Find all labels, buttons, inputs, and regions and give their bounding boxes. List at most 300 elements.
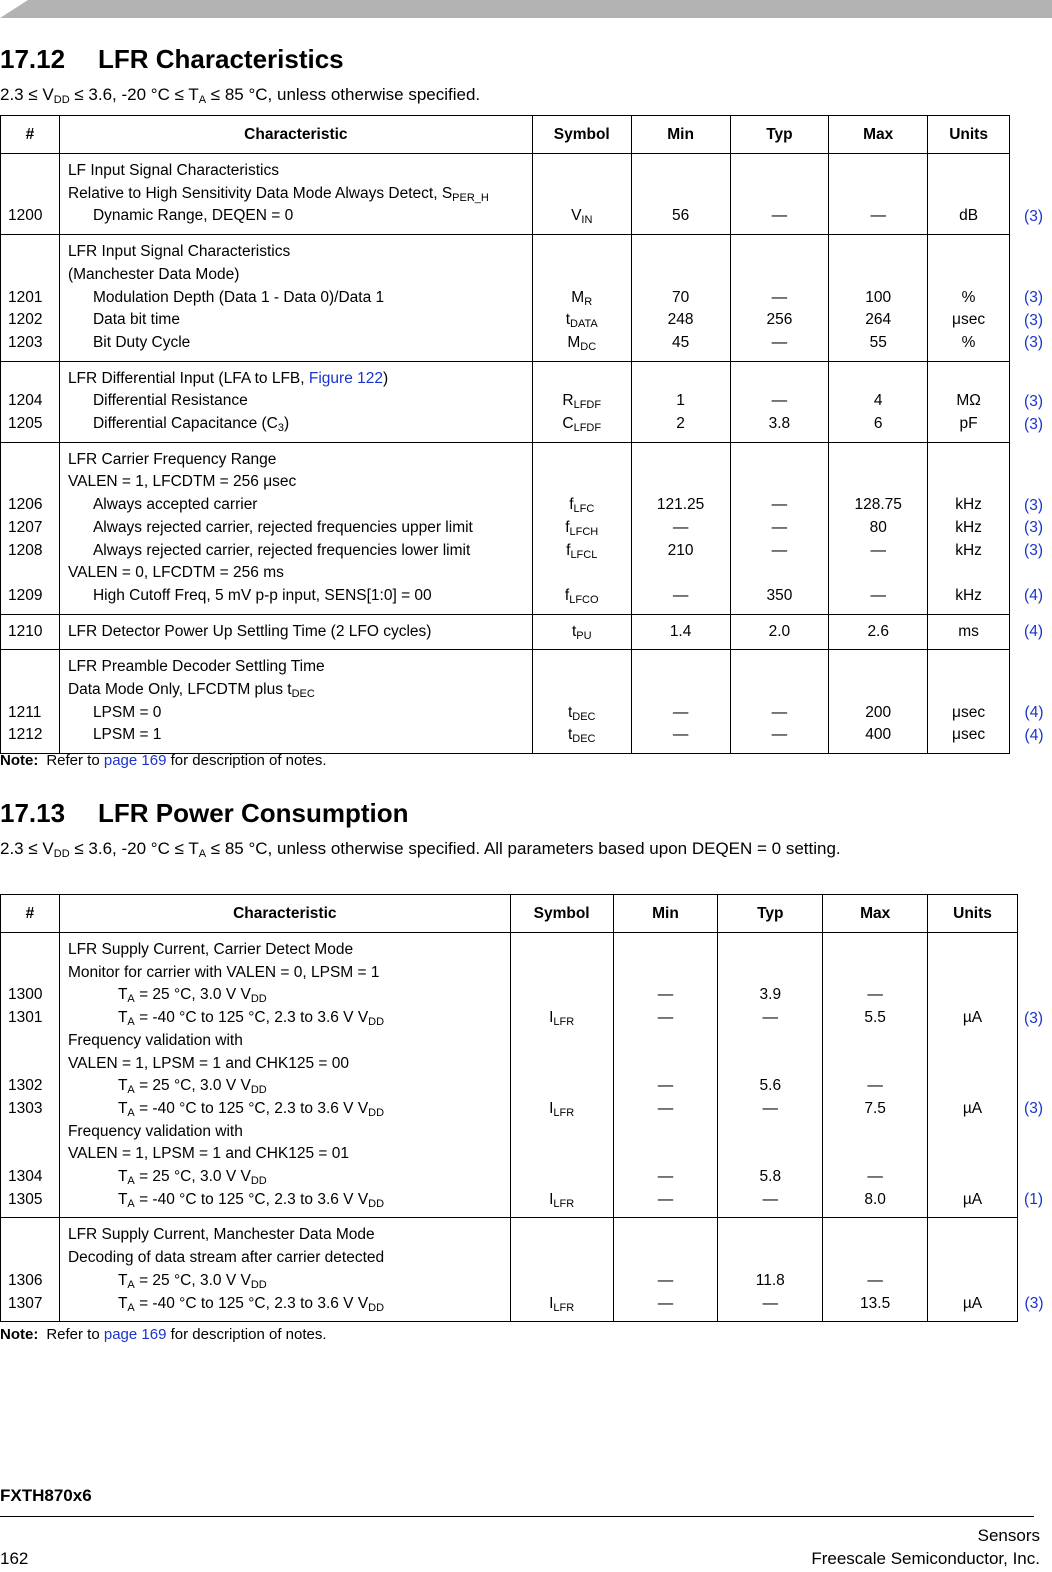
units: MΩ (956, 392, 981, 410)
units: kHz (955, 496, 982, 514)
characteristic: Modulation Depth (Data 1 - Data 0)/Data 1 (92, 288, 385, 306)
note-ref: (4) (1024, 726, 1044, 744)
characteristic: $T_A = 25$ °C, 3.0 V $V_{DD}$ (117, 986, 267, 1006)
symbol (511, 1075, 613, 1098)
symbol: $I_{LFR}$ (549, 1099, 575, 1119)
row-number-cell (1, 361, 60, 442)
symbol (511, 962, 613, 985)
min-value-cell (613, 1218, 718, 1322)
characteristic: Dynamic Range, DEQEN = 0 (92, 207, 294, 225)
typ-value-cell (718, 933, 823, 1218)
symbol: $I_{LFR}$ (549, 1009, 575, 1029)
table-header-row (1, 116, 1052, 154)
characteristic-cell (59, 442, 532, 614)
characteristic: $T_A = 25$ °C, 3.0 V $V_{DD}$ (117, 1077, 267, 1097)
max-value (829, 160, 927, 183)
row-number: 1209 (8, 586, 43, 604)
symbol-cell (532, 614, 631, 650)
units-cell (928, 933, 1018, 1218)
units (928, 1247, 1017, 1270)
units (928, 1121, 1017, 1144)
typ-value: — (771, 288, 788, 306)
characteristic: Always rejected carrier, rejected frequencies lower limit (92, 541, 471, 559)
max-value: 55 (869, 333, 887, 351)
min-value: 45 (671, 333, 690, 351)
typ-value (731, 449, 829, 472)
units: µA (962, 1294, 983, 1312)
symbol (511, 1030, 613, 1053)
row-number: 1300 (8, 986, 43, 1004)
note-ref (1010, 472, 1043, 495)
note-ref (1018, 1053, 1043, 1076)
symbol-cell (532, 650, 631, 754)
typ-value: — (771, 207, 788, 225)
characteristic-cell (59, 614, 532, 650)
min-value: — (657, 1099, 674, 1117)
row-number: 1207 (8, 518, 43, 536)
min-value (632, 241, 730, 264)
characteristic: VALEN = 0, LFCDTM = 256 ms (67, 564, 284, 582)
note-ref (1018, 940, 1043, 963)
max-value: 8.0 (864, 1190, 886, 1208)
min-value: 2 (676, 415, 685, 433)
row-number: 1203 (8, 333, 43, 351)
min-value (632, 368, 730, 391)
max-value-cell (829, 361, 928, 442)
min-value (614, 1224, 718, 1247)
note-ref (1018, 1225, 1044, 1248)
row-number (8, 368, 59, 391)
max-value: 80 (869, 518, 887, 536)
min-value-cell (631, 361, 730, 442)
units-cell (928, 650, 1010, 754)
units (928, 1166, 1017, 1189)
characteristic-cell (59, 361, 532, 442)
min-value (632, 679, 730, 702)
conditions-text: $2.3 \le V_{DD} \le 3.6$, -20 $^\circ C \le T_A \le 85$ °C, unless otherwise specified. All parameters based upon DEQEN = 0 setting. (0, 839, 841, 860)
symbol: $R_{LFDF}$ (562, 392, 602, 412)
symbol (511, 985, 613, 1008)
max-value: — (867, 1077, 883, 1095)
typ-value: 11.8 (755, 1271, 785, 1289)
typ-value: 5.8 (759, 1168, 782, 1186)
typ-value (718, 939, 822, 962)
typ-value (718, 1143, 822, 1166)
note-ref (1010, 183, 1043, 206)
page-link[interactable]: page 169 (103, 1326, 167, 1343)
note-ref: (3) (1024, 415, 1043, 433)
min-value: — (657, 1077, 674, 1095)
symbol (533, 241, 631, 264)
units: μsec (952, 311, 986, 329)
characteristic: Decoding of data stream after carrier detected (67, 1249, 385, 1267)
symbol (511, 1121, 613, 1144)
characteristic: Always accepted carrier (92, 496, 258, 514)
characteristic-cell (59, 154, 532, 235)
typ-value-cell (730, 442, 829, 614)
row-number (8, 939, 59, 962)
units: µA (962, 1099, 983, 1117)
units: pF (959, 415, 978, 433)
units (928, 264, 1009, 287)
min-value (632, 160, 730, 183)
characteristic-cell (59, 650, 532, 754)
typ-value: — (771, 333, 788, 351)
characteristic-cell (59, 933, 510, 1218)
max-value: 400 (865, 726, 892, 744)
note-label: Note: (0, 1326, 39, 1343)
row-number (8, 160, 59, 183)
row-number (8, 656, 59, 679)
max-value-cell (829, 154, 928, 235)
units (928, 656, 1009, 679)
typ-value-cell (730, 614, 829, 650)
column-header: Max (829, 116, 928, 154)
characteristic: LPSM = 0 (92, 703, 162, 721)
min-value-cell (631, 614, 730, 650)
column-header: Typ (730, 116, 829, 154)
column-header: Typ (718, 895, 823, 933)
note-text-pre: Refer to (46, 752, 100, 769)
characteristic: VALEN = 1, LFCDTM = 256 μsec (67, 473, 297, 491)
note-ref (1010, 680, 1043, 703)
typ-value (731, 679, 829, 702)
characteristic: $T_A = -40$ °C to 125 °C, 2.3 to 3.6 V $V_{DD}$ (117, 1009, 385, 1029)
min-value: — (657, 1190, 674, 1208)
min-value (614, 1143, 718, 1166)
typ-value: — (762, 1190, 779, 1208)
max-value (829, 264, 927, 287)
table-row (1, 933, 1052, 1218)
note-ref (1010, 449, 1043, 472)
footer-category: Sensors (977, 1526, 1040, 1545)
row-number (8, 241, 59, 264)
section-title-lfr-power-consumption (0, 798, 409, 829)
row-number: 1307 (8, 1294, 43, 1312)
characteristic: Always rejected carrier, rejected frequencies upper limit (92, 518, 473, 536)
footer-company: Freescale Semiconductor, Inc. (811, 1549, 1040, 1568)
characteristic: $T_A = 25$ °C, 3.0 V $V_{DD}$ (117, 1271, 267, 1291)
row-number: 1205 (8, 415, 43, 433)
characteristic: $T_A = -40$ °C to 125 °C, 2.3 to 3.6 V $V_{DD}$ (117, 1294, 385, 1314)
characteristic: Differential Resistance (92, 392, 248, 410)
row-number: 1302 (8, 1077, 43, 1095)
row-number: 1306 (8, 1271, 43, 1289)
min-value: — (657, 1271, 674, 1289)
symbol-cell (532, 154, 631, 235)
row-number: 1303 (8, 1099, 43, 1117)
characteristic: Bit Duty Cycle (92, 333, 191, 351)
max-value (829, 471, 927, 494)
typ-value: — (771, 541, 788, 559)
symbol: $f_{LFCO}$ (564, 586, 599, 606)
lfr-characteristics-table (0, 115, 1052, 754)
units (928, 241, 1009, 264)
note-ref (1018, 1076, 1043, 1099)
note-ref: (3) (1024, 392, 1043, 410)
units: μsec (952, 703, 986, 721)
min-value: 248 (667, 311, 694, 329)
units (928, 1270, 1017, 1293)
symbol (533, 562, 631, 585)
footer-page-number: 162 (0, 1549, 29, 1568)
note-ref (1018, 1167, 1043, 1190)
symbol (533, 656, 631, 679)
max-value-cell (829, 650, 928, 754)
table-note (0, 1326, 327, 1343)
column-header: Min (613, 895, 718, 933)
max-value: 6 (873, 415, 883, 433)
row-number: 1211 (8, 703, 42, 721)
lfr-power-consumption-table (0, 894, 1052, 1322)
characteristic: LF Input Signal Characteristics (67, 162, 280, 179)
min-value (614, 1030, 718, 1053)
column-header: Units (928, 895, 1018, 933)
note-ref-cell[interactable] (1010, 154, 1052, 235)
min-value (632, 264, 730, 287)
characteristic-cell (59, 235, 532, 362)
min-value: — (672, 703, 689, 721)
typ-value-cell (730, 361, 829, 442)
typ-value: — (771, 518, 788, 536)
typ-value-cell (718, 1218, 823, 1322)
max-value (823, 1143, 927, 1166)
units (928, 1075, 1017, 1098)
max-value: 5.5 (864, 1009, 886, 1027)
typ-value (718, 1053, 822, 1076)
min-value (614, 962, 718, 985)
note-ref: (3) (1024, 289, 1043, 307)
max-value (829, 656, 927, 679)
table-row (1, 650, 1052, 754)
note-text-pre: Refer to (46, 1326, 100, 1343)
min-value (632, 183, 730, 206)
row-number (8, 471, 59, 494)
max-value: — (870, 586, 886, 604)
characteristic: Data Mode Only, LFCDTM plus $t_{DEC}$ (67, 681, 315, 701)
row-number (8, 679, 59, 702)
symbol-cell (510, 933, 613, 1218)
column-header: Min (631, 116, 730, 154)
max-value: — (870, 541, 886, 559)
max-value (823, 1224, 927, 1247)
row-number: 1200 (8, 207, 43, 225)
units: ms (958, 622, 979, 640)
symbol-cell (532, 361, 631, 442)
note-ref-cell[interactable] (1017, 1218, 1051, 1322)
table-row (1, 1218, 1052, 1322)
symbol: $f_{LFC}$ (569, 496, 595, 516)
row-number: 1204 (8, 392, 43, 410)
symbol: $t_{PU}$ (571, 622, 592, 642)
symbol (533, 264, 631, 287)
note-ref: (4) (1024, 587, 1043, 605)
row-number: 1212 (8, 726, 43, 744)
min-value-cell (631, 154, 730, 235)
units (928, 1224, 1017, 1247)
column-header: Symbol (510, 895, 613, 933)
symbol (533, 471, 631, 494)
column-header: Symbol (532, 116, 631, 154)
note-ref: (3) (1024, 519, 1043, 537)
characteristic: Data bit time (92, 311, 180, 329)
units (928, 449, 1009, 472)
typ-value (731, 160, 829, 183)
row-number (8, 1143, 59, 1166)
table-row (1, 442, 1052, 614)
characteristic: Differential Capacitance $(C_3)$ (92, 415, 290, 435)
max-value (823, 962, 927, 985)
characteristic: LFR Input Signal Characteristics (67, 243, 291, 261)
units-cell (928, 235, 1010, 362)
characteristic: LFR Differential Input (LFA to LFB, Figure 122) (67, 369, 389, 387)
section-title-text: LFR Power Consumption (98, 798, 409, 828)
typ-value: — (762, 1099, 779, 1117)
typ-value (731, 241, 829, 264)
max-value (823, 1030, 927, 1053)
min-value (614, 1053, 718, 1076)
note-ref-cell[interactable] (1017, 933, 1051, 1218)
min-value-cell (613, 933, 718, 1218)
symbol-cell (510, 1218, 613, 1322)
note-ref: (3) (1024, 1295, 1044, 1313)
units (928, 368, 1009, 391)
typ-value: — (771, 392, 788, 410)
note-ref (1010, 242, 1043, 265)
row-number (8, 1247, 59, 1270)
units (928, 679, 1009, 702)
characteristic: LFR Preamble Decoder Settling Time (67, 658, 325, 676)
max-value (829, 449, 927, 472)
max-value-cell (823, 1218, 928, 1322)
units (928, 962, 1017, 985)
min-value-cell (631, 442, 730, 614)
typ-value (718, 1121, 822, 1144)
min-value: 1 (676, 392, 685, 410)
column-header: # (1, 895, 60, 933)
symbol (511, 1053, 613, 1076)
characteristic: $T_A = -40$ °C to 125 °C, 2.3 to 3.6 V $V_{DD}$ (117, 1099, 385, 1119)
column-header: Max (823, 895, 928, 933)
symbol: $M_{DC}$ (567, 333, 597, 353)
row-number-cell (1, 154, 60, 235)
max-value (829, 562, 927, 585)
row-number: 1210 (8, 622, 43, 640)
characteristic: Monitor for carrier with VALEN = 0, LPSM = 1 (67, 963, 380, 981)
typ-value: 256 (766, 311, 793, 329)
units: µA (962, 1009, 983, 1027)
note-ref (1018, 1248, 1044, 1271)
max-value: 100 (865, 288, 892, 306)
section-title-text: LFR Characteristics (98, 44, 344, 74)
note-ref (1018, 1144, 1043, 1167)
units: kHz (955, 541, 982, 559)
max-value: 4 (873, 392, 883, 410)
note-ref (1010, 264, 1043, 287)
note-ref (1018, 1030, 1043, 1053)
note-ref (1010, 161, 1043, 184)
units: dB (959, 207, 979, 225)
max-value-cell (829, 442, 928, 614)
max-value (829, 368, 927, 391)
page-link[interactable]: page 169 (103, 752, 167, 769)
row-number-cell (1, 614, 60, 650)
typ-value (731, 656, 829, 679)
units: kHz (955, 518, 982, 536)
typ-value (731, 183, 829, 206)
max-value (829, 183, 927, 206)
max-value: 2.6 (867, 622, 889, 640)
max-value: 264 (865, 311, 892, 329)
units: % (961, 288, 976, 306)
min-value: 1.4 (669, 622, 692, 640)
typ-value-cell (730, 650, 829, 754)
typ-value: — (771, 496, 788, 514)
max-value (829, 241, 927, 264)
symbol: $t_{DEC}$ (567, 726, 596, 746)
min-value: 210 (667, 541, 694, 559)
characteristic-cell (59, 1218, 510, 1322)
typ-value: 5.6 (759, 1077, 782, 1095)
note-ref: (3) (1024, 1100, 1043, 1118)
symbol (533, 679, 631, 702)
units (928, 939, 1017, 962)
units: kHz (955, 586, 982, 604)
min-value (614, 1247, 718, 1270)
note-ref-cell[interactable] (1010, 235, 1052, 362)
row-number (8, 264, 59, 287)
symbol (511, 1224, 613, 1247)
max-value (823, 939, 927, 962)
symbol: $I_{LFR}$ (549, 1190, 575, 1210)
typ-value: 3.9 (759, 986, 782, 1004)
symbol: $C_{LFDF}$ (562, 415, 602, 435)
units-cell (928, 614, 1010, 650)
section-number: 17.13 (0, 798, 66, 828)
min-value: — (657, 1009, 674, 1027)
note-ref-cell[interactable] (1010, 614, 1052, 650)
units (928, 471, 1009, 494)
typ-value (731, 471, 829, 494)
column-header: Units (928, 116, 1010, 154)
units: µA (962, 1190, 983, 1208)
units-cell (928, 154, 1010, 235)
min-value: — (672, 518, 689, 536)
units: % (961, 333, 976, 351)
note-ref (1010, 563, 1043, 586)
symbol: $t_{DEC}$ (567, 703, 596, 723)
conditions-text: $2.3 \le V_{DD} \le 3.6$, -20 $^\circ C \le T_A \le 85$ °C, unless otherwise specified. (0, 85, 481, 106)
row-number: 1301 (8, 1009, 43, 1027)
table-row (1, 154, 1052, 235)
note-text-post: for description of notes. (170, 1326, 327, 1343)
symbol (511, 939, 613, 962)
units-cell (928, 361, 1010, 442)
note-ref-cell[interactable] (1010, 361, 1052, 442)
min-value (632, 449, 730, 472)
row-number (8, 1224, 59, 1247)
column-header: Characteristic (59, 116, 532, 154)
max-value (823, 1053, 927, 1076)
min-value (614, 939, 718, 962)
note-ref-cell[interactable] (1010, 442, 1052, 614)
characteristic: LFR Carrier Frequency Range (67, 450, 277, 468)
max-value: — (867, 1168, 883, 1186)
characteristic: (Manchester Data Mode) (67, 265, 240, 283)
min-value: 121.25 (656, 496, 705, 514)
symbol: $t_{DATA}$ (565, 311, 598, 331)
note-ref-cell[interactable] (1010, 650, 1052, 754)
